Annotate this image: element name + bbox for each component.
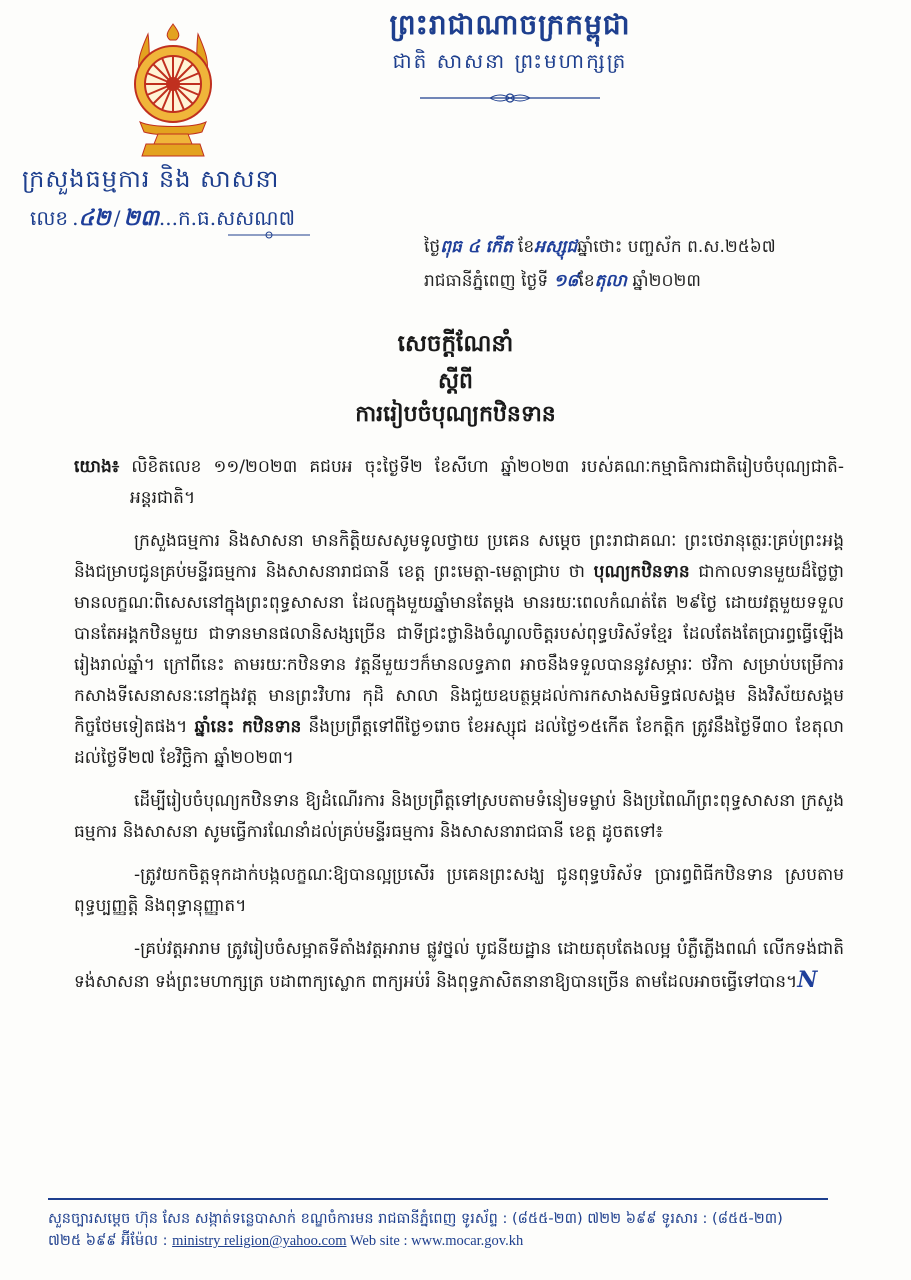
header-ornament-icon: [410, 90, 610, 106]
solar-month-handwritten: តុលា: [594, 271, 627, 291]
footer-web-label: Web site :: [346, 1233, 412, 1249]
footer-fax-email-label: ៧២៥ ៦៩៩ អ៊ីម៉ែល :: [48, 1233, 173, 1249]
reference-year-handwritten: ២៣: [123, 205, 159, 231]
letter-body: [74, 452, 844, 1010]
kingdom-header: [330, 8, 690, 78]
reference-sep: /: [113, 206, 121, 230]
ministry-emblem-dharma-wheel-icon: [118, 22, 228, 162]
kingdom-title: ព្រះរាជាណាចក្រកម្ពុជា: [389, 8, 631, 41]
initial-signature-mark: N: [797, 967, 818, 993]
document-title-about: ស្តីពី: [438, 369, 473, 394]
solar-year: ឆ្នាំ២០២៣: [626, 271, 701, 291]
paragraph-1-bold-this-year: ឆ្នាំនេះ កឋិនទាន: [194, 717, 302, 737]
lunar-date: [424, 236, 776, 261]
bullet-2: [74, 934, 844, 998]
solar-day-handwritten: ១៨: [553, 271, 579, 291]
lunar-month-handwritten: អស្សុជ: [534, 237, 578, 257]
solar-date: [424, 270, 701, 295]
reference-number-handwritten: ៤២: [78, 205, 111, 231]
footer-address: សួនច្បារសម្តេច ហ៊ុន សែន សង្កាត់ទន្លេបាសាក់ ខណ្ឌចំការមន រាជធានីភ្នំពេញ ទូរស័ព្ទ : (៨៥៥-២៣) ៧២២ ៦៩៩ ទូរសារ : (៨៥៥-២៣): [48, 1211, 783, 1227]
footer-website: www.mocar.gov.kh: [411, 1233, 524, 1249]
lunar-date-prefix: ថ្ងៃ: [424, 237, 441, 257]
paragraph-1: [74, 526, 844, 774]
lunar-month-label: ខែ: [512, 237, 535, 257]
paragraph-2: ដើម្បីរៀបចំបុណ្យកឋិនទាន ឱ្យដំណើរការ និងប្រព្រឹត្តទៅស្របតាមទំនៀមទម្លាប់ និងប្រពៃណីព្រះពុទ្ធសាសនា ក្រសួងធម្មការ និងសាសនា សូមធ្វើការណែនាំដល់គ្រប់មន្ទីរធម្មការ និងសាសនារាជធានី ខេត្ត ដូចតទៅ៖: [74, 791, 844, 842]
reference-heading: យោង៖: [74, 457, 120, 477]
footer-divider: [48, 1198, 828, 1200]
ministry-name: ក្រសួងធម្មការ និង សាសនា: [22, 165, 280, 193]
solar-date-prefix: រាជធានីភ្នំពេញ ថ្ងៃទី: [424, 271, 554, 291]
reference-dots-2: ...: [158, 206, 178, 230]
reference-paragraph: [74, 452, 844, 514]
reference-label: លេខ: [30, 206, 69, 230]
lunar-day-handwritten: ពុធ ៤ កើត: [440, 237, 513, 257]
reference-text: លិខិតលេខ ១១/២០២៣ គជបអ ចុះថ្ងៃទី២ ខែសីហា ឆ្នាំ២០២៣ របស់គណៈកម្មាធិការជាតិរៀបចំបុណ្យជាតិ-អន្តរជាតិ។: [119, 457, 844, 508]
lunar-date-rest: ឆ្នាំថោះ បញ្ចស័ក ព.ស.២៥៦៧: [577, 237, 776, 257]
kingdom-motto: ជាតិ សាសនា ព្រះមហាក្សត្រ: [392, 49, 628, 73]
footer-email: ministry religion@yahoo.com: [172, 1233, 347, 1249]
paragraph-1-text-a: ក្រសួងធម្មការ និងសាសនា មានកិត្តិយសសូមទូលថ្វាយ ប្រគេន សម្តេច ព្រះរាជាគណៈ ព្រះថេរានុត្ថេរៈគ្រប់ព្រះអង្គ និងជម្រាបជូនគ្រប់មន្ទីរធម្មការ និងសាសនារាជធានី ខេត្ត ព្រះមេត្តា-មេត្តាជ្រាប ថា: [74, 531, 844, 582]
reference-dots: .: [72, 206, 79, 230]
bullet-1: -ត្រូវយកចិត្តទុកដាក់បង្កលក្ខណៈឱ្យបានល្អប្រសើរ ប្រគេនព្រះសង្ឃ ជូនពុទ្ធបរិស័ទ ប្រារព្ធពិធីកឋិនទាន ស្របតាមពុទ្ធប្បញ្ញត្តិ និងពុទ្ធានុញ្ញាត។: [74, 865, 844, 916]
document-title: សេចក្តីណែនាំ: [397, 331, 514, 357]
solar-month-label: ខែ: [578, 271, 595, 291]
reference-suffix: ក.ធ.សសណ៧: [177, 206, 295, 230]
bullet-2-text: -គ្រប់វត្តអារាម ត្រូវរៀបចំសម្អាតទីតាំងវត្តអារាម ផ្លូវថ្នល់ បូជនីយដ្ឋាន ដោយតុបតែងលម្អ បំភ្លឺភ្លើងពណ៌ លើកទង់ជាតិ ទង់សាសនា ទង់ព្រះមហាក្សត្រ បដាពាក្យស្លោក ពាក្យអប់រំ និងពុទ្ធភាសិតនានាឱ្យបានច្រើន តាមដែលអាចធ្វើទៅបាន។: [74, 939, 844, 992]
paragraph-1-text-b: ជាកាលទានមួយដ៏ថ្លៃថ្លា មានលក្ខណៈពិសេសនៅក្នុងព្រះពុទ្ធសាសនា ដែលក្នុងមួយឆ្នាំមានតែម្តង មានរយៈពេលកំណត់តែ ២៩ថ្ងៃ ដោយវត្តមួយទទួលបានតែអង្គកឋិនមួយ ជាទានមានផលានិសង្សច្រើន ជាទីជ្រះថ្លានិងចំណូលចិត្តរបស់ពុទ្ធបរិស័ទខ្មែរ ដែលតែងតែប្រារព្ធធ្វើឡើងរៀងរាល់ឆ្នាំ។ ក្រៅពីនេះ តាមរយៈកឋិនទាន វត្តនីមួយៗក៏មានលទ្ធភាព អាចនឹងទទួលបាននូវសម្ភារៈ ថវិកា សម្រាប់បម្រើការកសាងទីសេនាសនៈនៅក្នុងវត្ត មានព្រះវិហារ កុដិ សាលា និងជួយឧបត្ថម្ភដល់ការកសាងសមិទ្ធផលសង្គម និងវិស័យសង្គមកិច្ចថែមទៀតផង។: [74, 562, 844, 737]
paragraph-1-bold-kathin: បុណ្យកឋិនទាន: [593, 562, 690, 582]
footer-line-2: [48, 1230, 848, 1252]
document-subject: ការរៀបចំបុណ្យកឋិនទាន: [355, 402, 556, 427]
footer-contact: [48, 1208, 848, 1252]
paragraph-1-text-c: នឹងប្រព្រឹត្តទៅពីថ្ងៃ១រោច ខែអស្សុជ ដល់ថ្ងៃ១៥កើត ខែកត្តិក ត្រូវនឹងថ្ងៃទី៣០ ខែតុលា ដល់ថ្ងៃទី២៧ ខែវិច្ឆិកា ឆ្នាំ២០២៣។: [74, 717, 844, 768]
ministry-ornament-icon: [224, 228, 314, 242]
